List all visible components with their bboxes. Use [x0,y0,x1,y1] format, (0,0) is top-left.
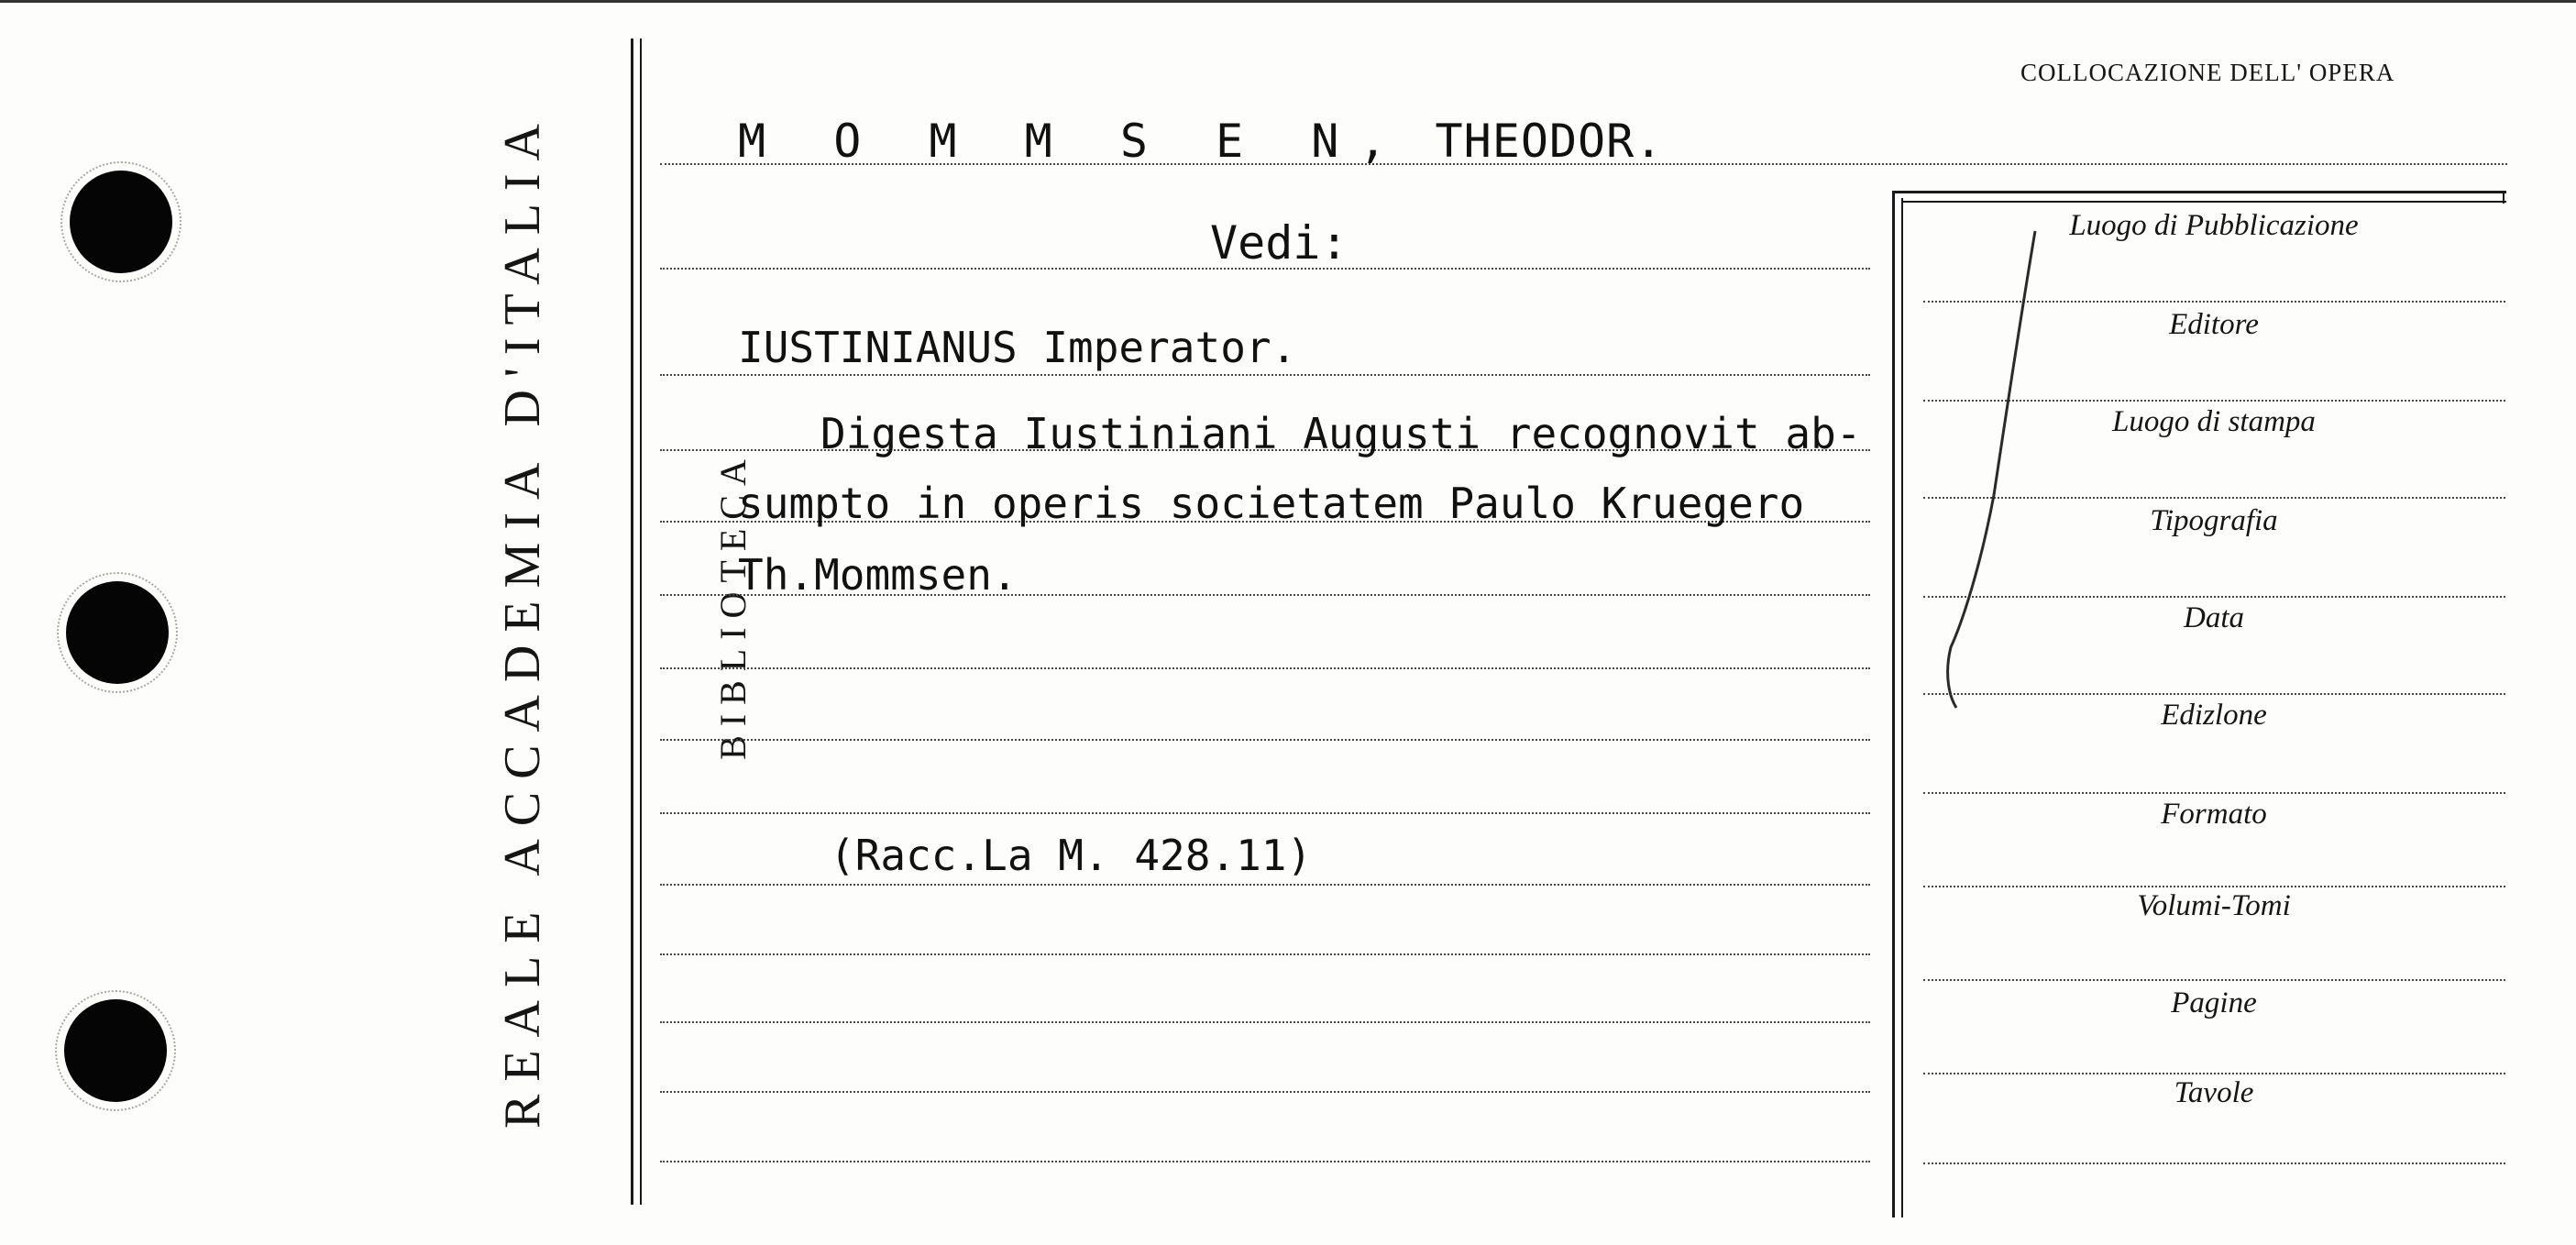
entry-line-2: Digesta Iustiniani Augusti recognovit ab- [820,409,1862,458]
entry-line-1: IUSTINIANUS Imperator. [738,323,1297,372]
see-reference: Vedi: [1210,216,1349,270]
field-pages: Pagine [2171,986,2257,1019]
field-printer: Tipografia [2150,504,2278,537]
shelfmark: (Racc.La M. 428.11) [830,831,1313,880]
field-volumes: Volumi-Tomi [2137,889,2291,922]
author-forename: THEODOR. [1406,115,1664,168]
entry-line-3: sumpto in operis societatem Paulo Kruegero [738,479,1805,528]
field-place-of-printing: Luogo di stampa [2112,405,2316,438]
field-place-of-publication: Luogo di Pubblicazione [2069,209,2359,242]
field-format: Formato [2161,798,2267,831]
field-plates: Tavole [2174,1076,2254,1109]
field-edition: Edizlone [2161,699,2267,732]
field-date: Data [2184,601,2244,634]
collocation-header: COLLOCAZIONE DELL' OPERA [2020,59,2395,86]
author-surname: M O M M S E N, [738,115,1407,168]
library-label: BIBLIOTECA [712,450,754,760]
institution-name: REALE ACCADEMIA D'ITALIA [494,111,551,1129]
entry-line-4: Th.Mommsen. [738,550,1018,600]
field-publisher: Editore [2169,308,2259,341]
